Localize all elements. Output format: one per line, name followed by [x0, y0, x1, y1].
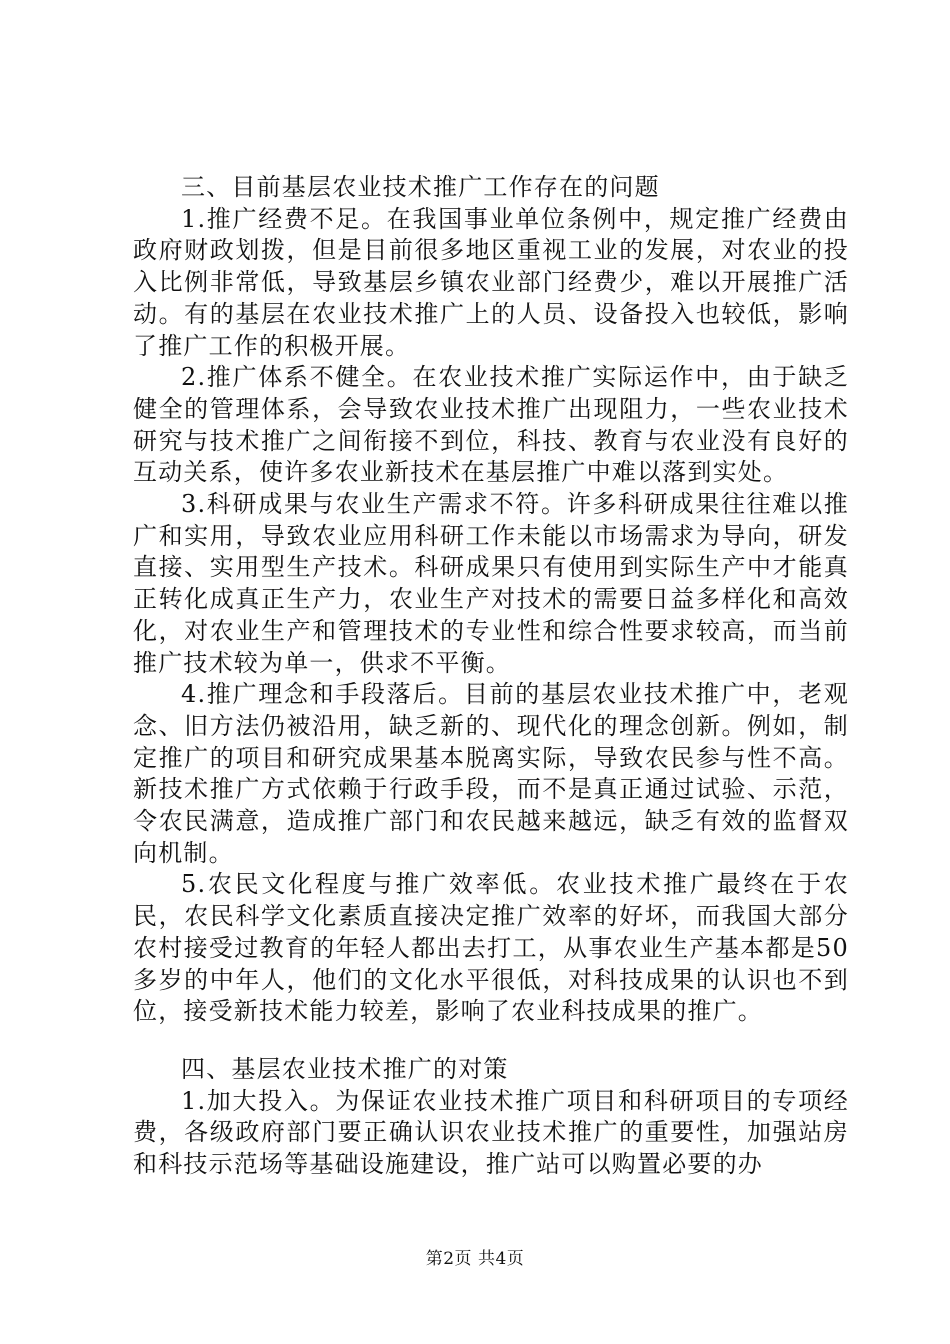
page-number-footer: 第2页 共4页: [425, 1249, 525, 1269]
section-heading-countermeasures: 四、基层农业技术推广的对策: [181, 1054, 509, 1083]
section-spacer: [133, 1028, 849, 1054]
paragraph-system: 2.推广体系不健全。在农业技术推广实际运作中，由于缺乏健全的管理体系，会导致农业技术推广出现阻力，一些农业技术研究与技术推广之间衔接不到位，科技、教育与农业没有良好的互动关系，使许多农业新技术在基层推广中难以落到实处。: [133, 363, 849, 487]
paragraph-research: 3.科研成果与农业生产需求不符。许多科研成果往往难以推广和实用，导致农业应用科研工作未能以市场需求为导向，研发直接、实用型生产技术。科研成果只有使用到实际生产中才能真正转化成真正生产力，农业生产对技术的需要日益多样化和高效化，对农业生产和管理技术的专业性和综合性要求较高，而当前推广技术较为单一，供求不平衡。: [133, 490, 849, 677]
paragraph-farmers: 5.农民文化程度与推广效率低。农业技术推广最终在于农民，农民科学文化素质直接决定推广效率的好坏，而我国大部分农村接受过教育的年轻人都出去打工，从事农业生产基本都是50多岁的中年人，他们的文化水平很低，对科技成果的认识也不到位，接受新技术能力较差，影响了农业科技成果的推广。: [133, 870, 849, 1026]
paragraph-methods: 4.推广理念和手段落后。目前的基层农业技术推广中，老观念、旧方法仍被沿用，缺乏新的、现代化的理念创新。例如，制定推广的项目和研究成果基本脱离实际，导致农民参与性不高。新技术推广方式依赖于行政手段，而不是真正通过试验、示范，令农民满意，造成推广部门和农民越来越远，缺乏有效的监督双向机制。: [133, 680, 849, 867]
paragraph-investment: 1.加大投入。为保证农业技术推广项目和科研项目的专项经费，各级政府部门要正确认识农业技术推广的重要性，加强站房和科技示范场等基础设施建设，推广站可以购置必要的办: [133, 1086, 849, 1179]
paragraph-funding: 1.推广经费不足。在我国事业单位条例中，规定推广经费由政府财政划拨，但是目前很多地区重视工业的发展，对农业的投入比例非常低，导致基层乡镇农业部门经费少，难以开展推广活动。有的基层在农业技术推广上的人员、设备投入也较低，影响了推广工作的积极开展。: [133, 204, 849, 360]
section-heading-problems: 三、目前基层农业技术推广工作存在的问题: [181, 173, 660, 201]
document-body: [133, 172, 849, 1181]
